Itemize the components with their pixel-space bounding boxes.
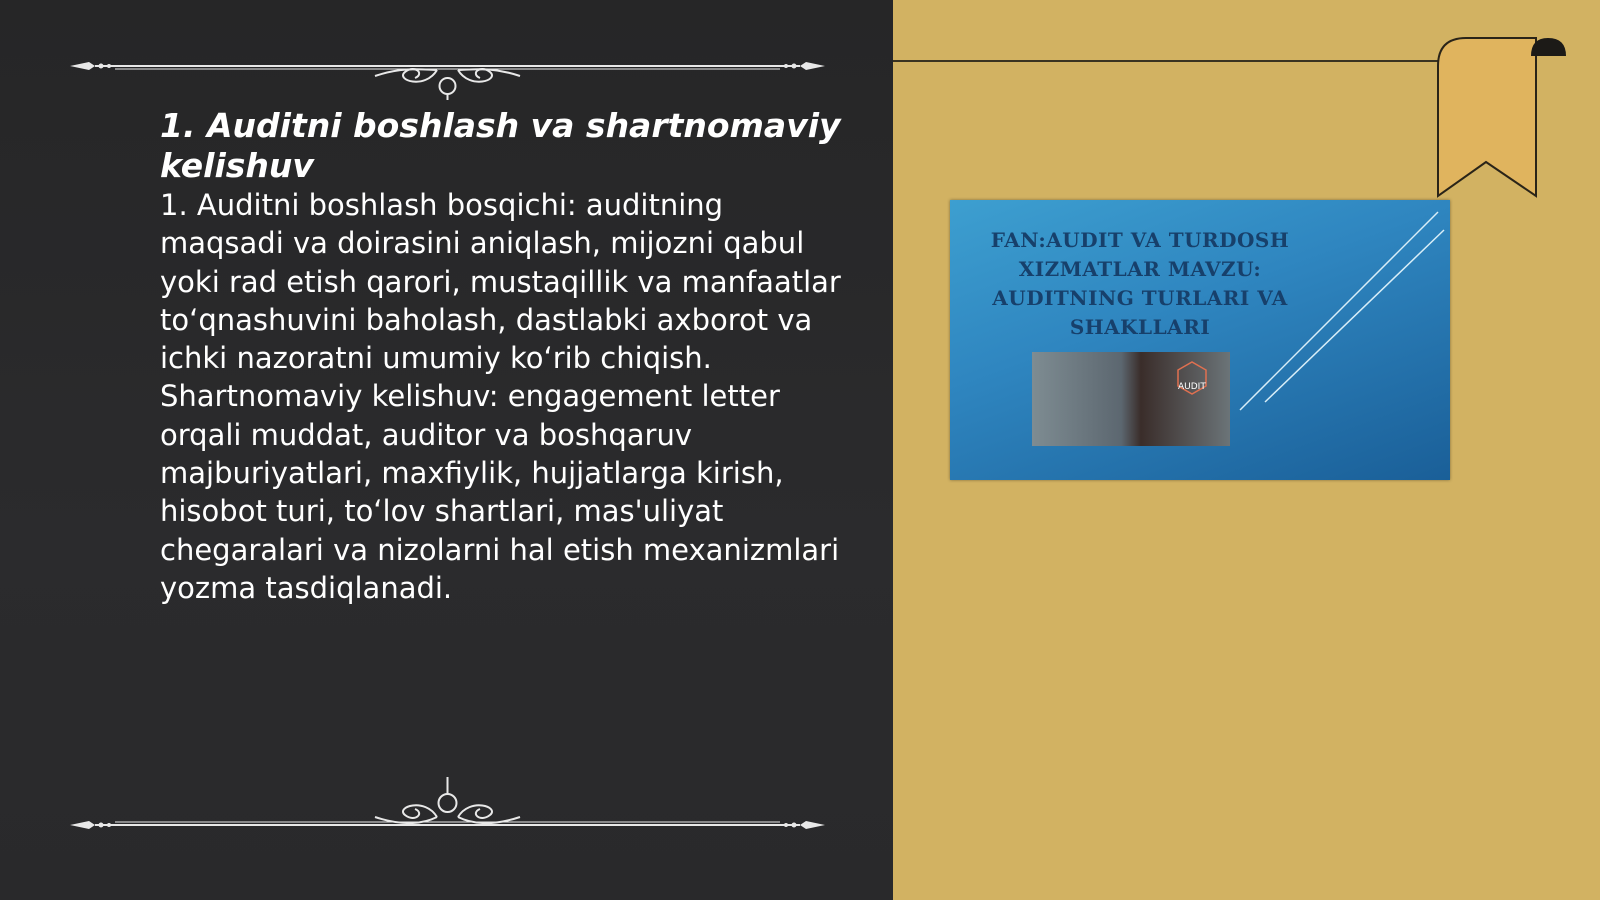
ornament-bottom-scroll-left — [403, 805, 437, 818]
ornament-top-scroll-left — [403, 69, 437, 82]
bookmark-ribbon — [1438, 38, 1536, 196]
thumbnail-decor-lines — [950, 200, 1450, 480]
ornament-top-scroll-right — [458, 69, 492, 82]
ornament-top-flourish — [375, 69, 520, 76]
ornament-top-arrow-left — [70, 62, 95, 70]
ornament-top-arrow-right — [800, 62, 825, 70]
ornament-bottom-arrow-right — [800, 821, 825, 829]
slide-thumbnail — [950, 200, 1450, 480]
ornament-bottom — [65, 773, 830, 833]
slide-title: 1. Auditni boshlash va shartnomaviy kelishuv — [160, 106, 841, 185]
ornament-top — [65, 40, 830, 100]
ornament-bottom-scroll-right — [458, 805, 492, 818]
slide-body: 1. Auditni boshlash bosqichi: auditning maqsadi va doirasini aniqlash, mijozni qabul yoki rad etish qarori, mustaqillik va manfaatlar to‘qnashuvini baholash, dastlabki axborot va ichki nazoratni umumiy ko‘rib chiqish. Shartnomaviy kelishuv: engagement letter orqali muddat, auditor va boshqaruv majburiyatlari, maxfiylik, hujjatlarga kirish, hisobot turi, to‘lov shartlari, mas'uliyat chegaralari va nizolarni hal etish mexanizmlari yozma tasdiqlanadi. — [160, 188, 841, 605]
ornament-bottom-arrow-left — [70, 821, 95, 829]
divider-line — [893, 60, 1438, 62]
audit-badge: AUDIT — [1178, 382, 1206, 392]
ornament-top-circle — [440, 78, 456, 94]
thumbnail-title: FAN:AUDIT VA TURDOSH XIZMATLAR MAVZU: AUDITNING TURLARI VA SHAKLLARI — [990, 228, 1290, 339]
bookmark-icon — [1436, 36, 1566, 200]
ornament-bottom-circle — [439, 794, 457, 812]
